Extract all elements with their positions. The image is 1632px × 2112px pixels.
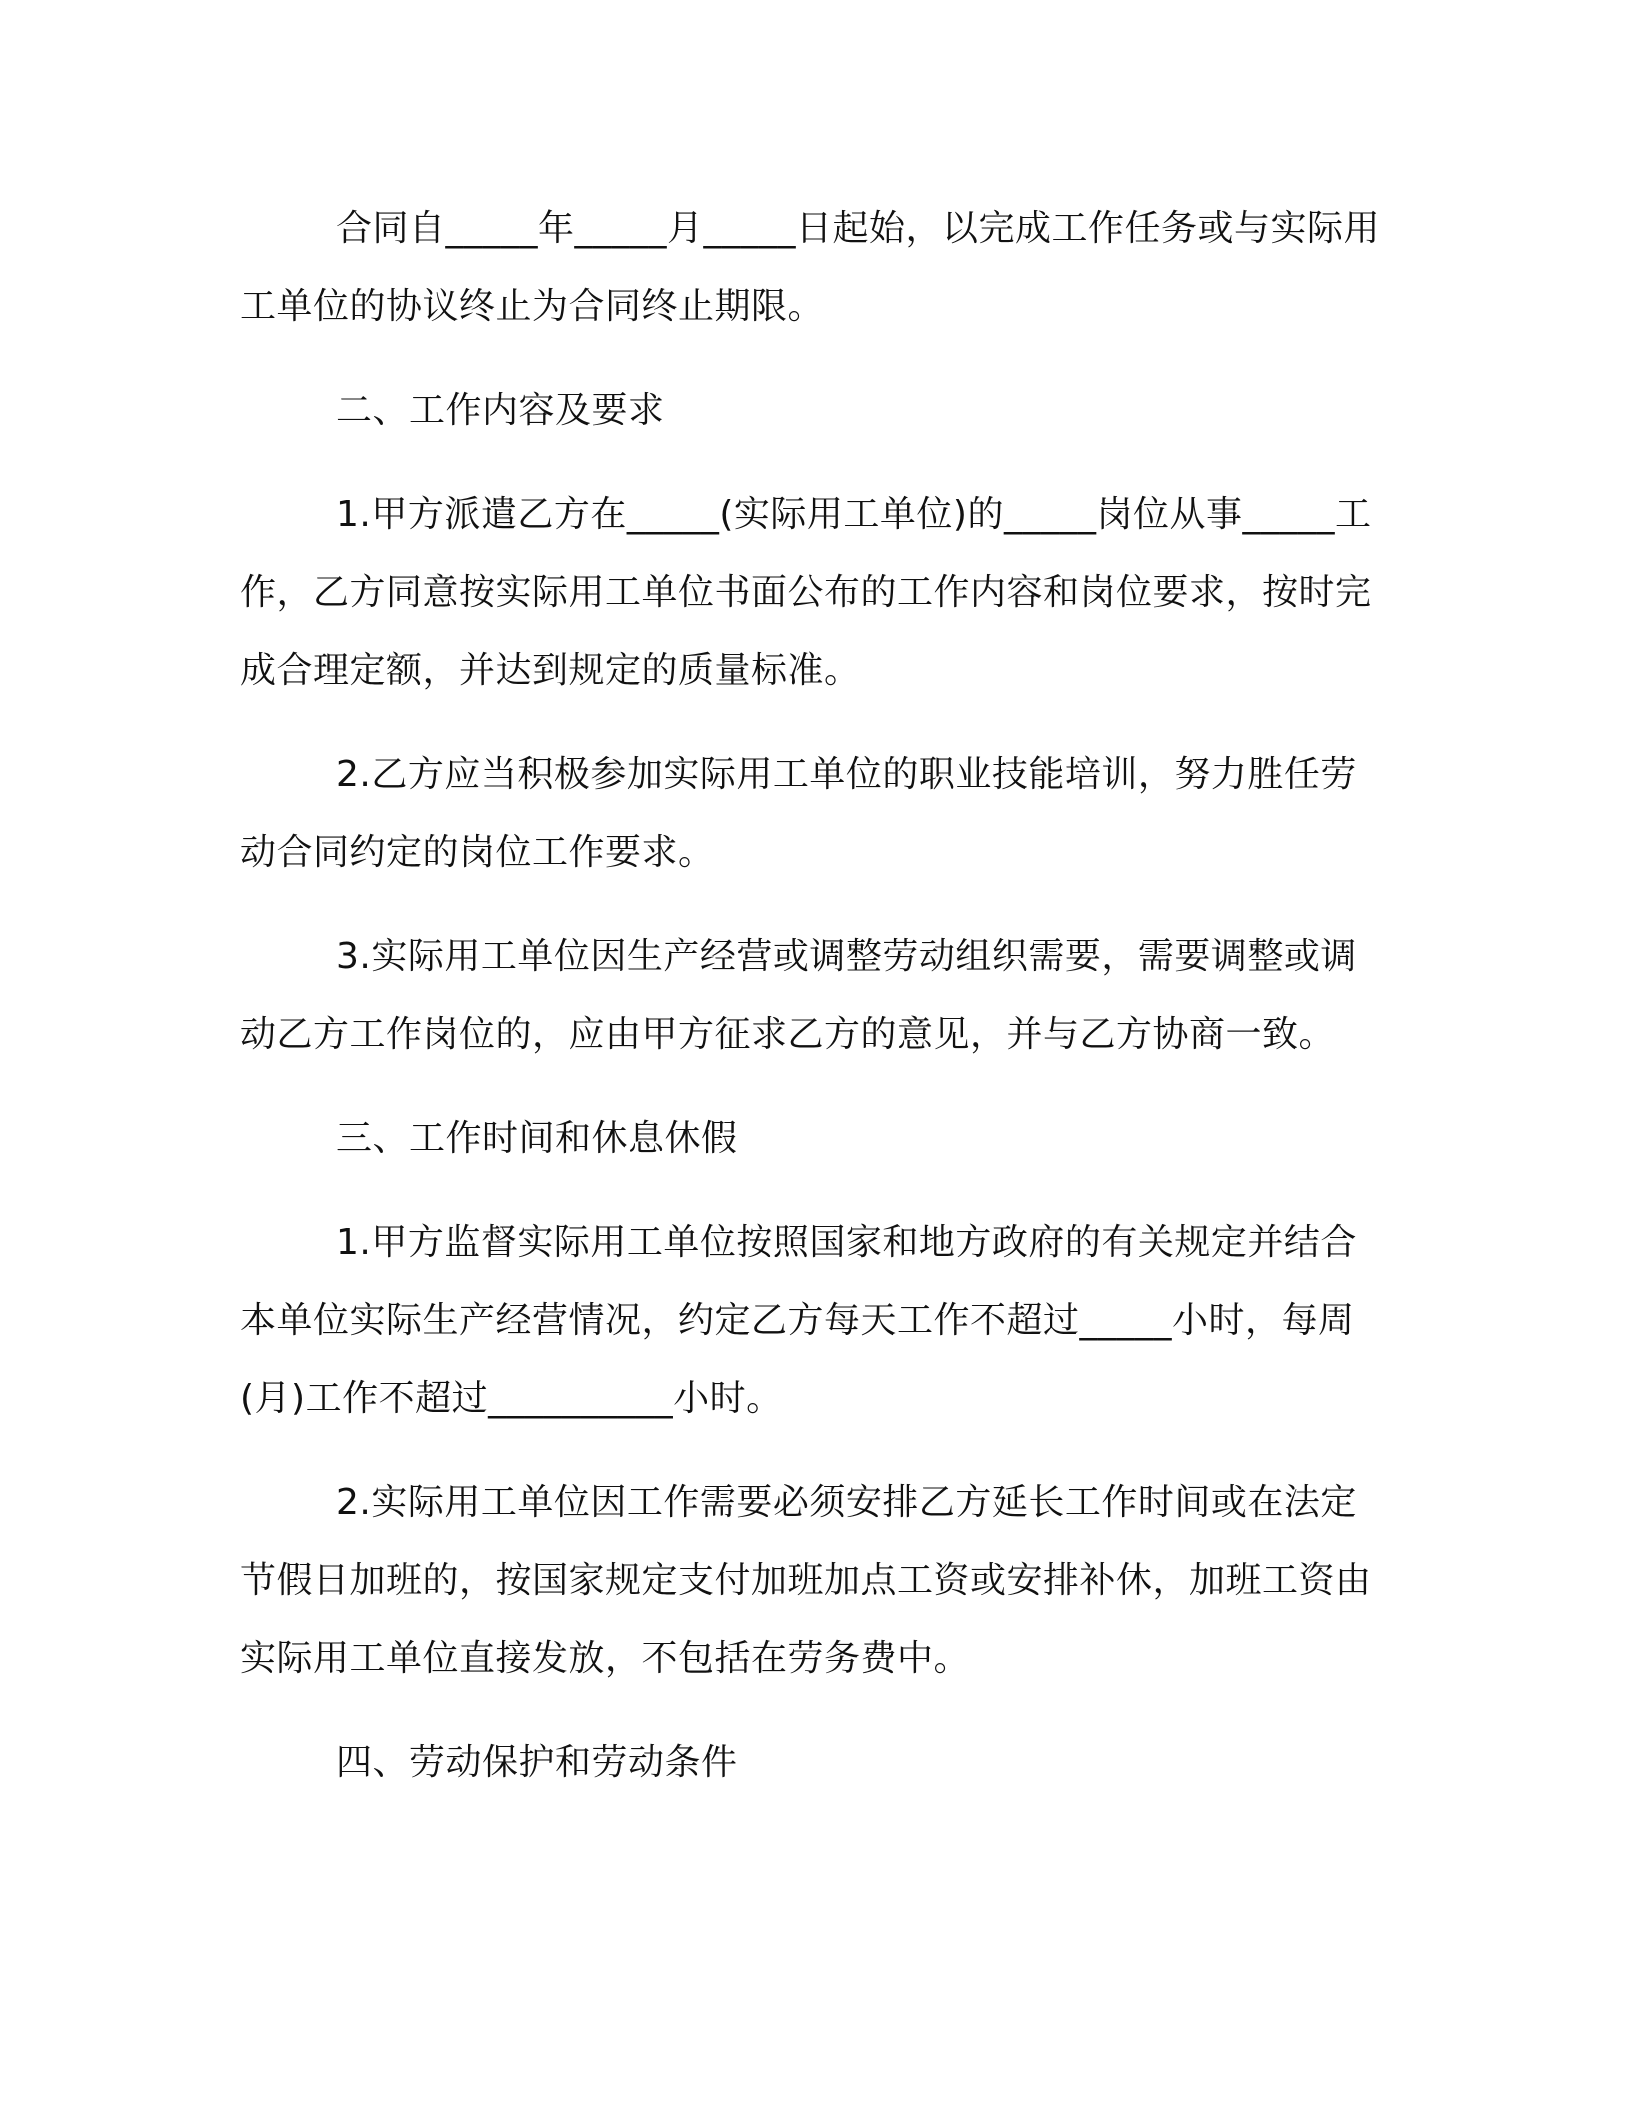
section-heading-work-content: 二、工作内容及要求 [336,390,665,431]
document-body [240,190,1390,1828]
paragraph-work-content-2: 2.乙方应当积极参加实际用工单位的职业技能培训，努力胜任劳动合同约定的岗位工作要求。 [240,754,1357,873]
section-heading-labor-protection: 四、劳动保护和劳动条件 [336,1742,738,1783]
paragraph-contract-term: 合同自_____年_____月_____日起始，以完成工作任务或与实际用工单位的协议终止为合同终止期限。 [240,208,1381,327]
section-heading-working-hours: 三、工作时间和休息休假 [336,1118,738,1159]
paragraph-working-hours-2: 2.实际用工单位因工作需要必须安排乙方延长工作时间或在法定节假日加班的，按国家规定支付加班加点工资或安排补休，加班工资由实际用工单位直接发放，不包括在劳务费中。 [240,1482,1372,1679]
paragraph-work-content-1: 1.甲方派遣乙方在_____(实际用工单位)的_____岗位从事_____工作，乙方同意按实际用工单位书面公布的工作内容和岗位要求，按时完成合理定额，并达到规定的质量标准。 [240,494,1372,691]
paragraph-work-content-3: 3.实际用工单位因生产经营或调整劳动组织需要，需要调整或调动乙方工作岗位的，应由甲方征求乙方的意见，并与乙方协商一致。 [240,936,1357,1055]
paragraph-working-hours-1: 1.甲方监督实际用工单位按照国家和地方政府的有关规定并结合本单位实际生产经营情况，约定乙方每天工作不超过_____小时，每周(月)工作不超过__________小时。 [240,1222,1357,1419]
